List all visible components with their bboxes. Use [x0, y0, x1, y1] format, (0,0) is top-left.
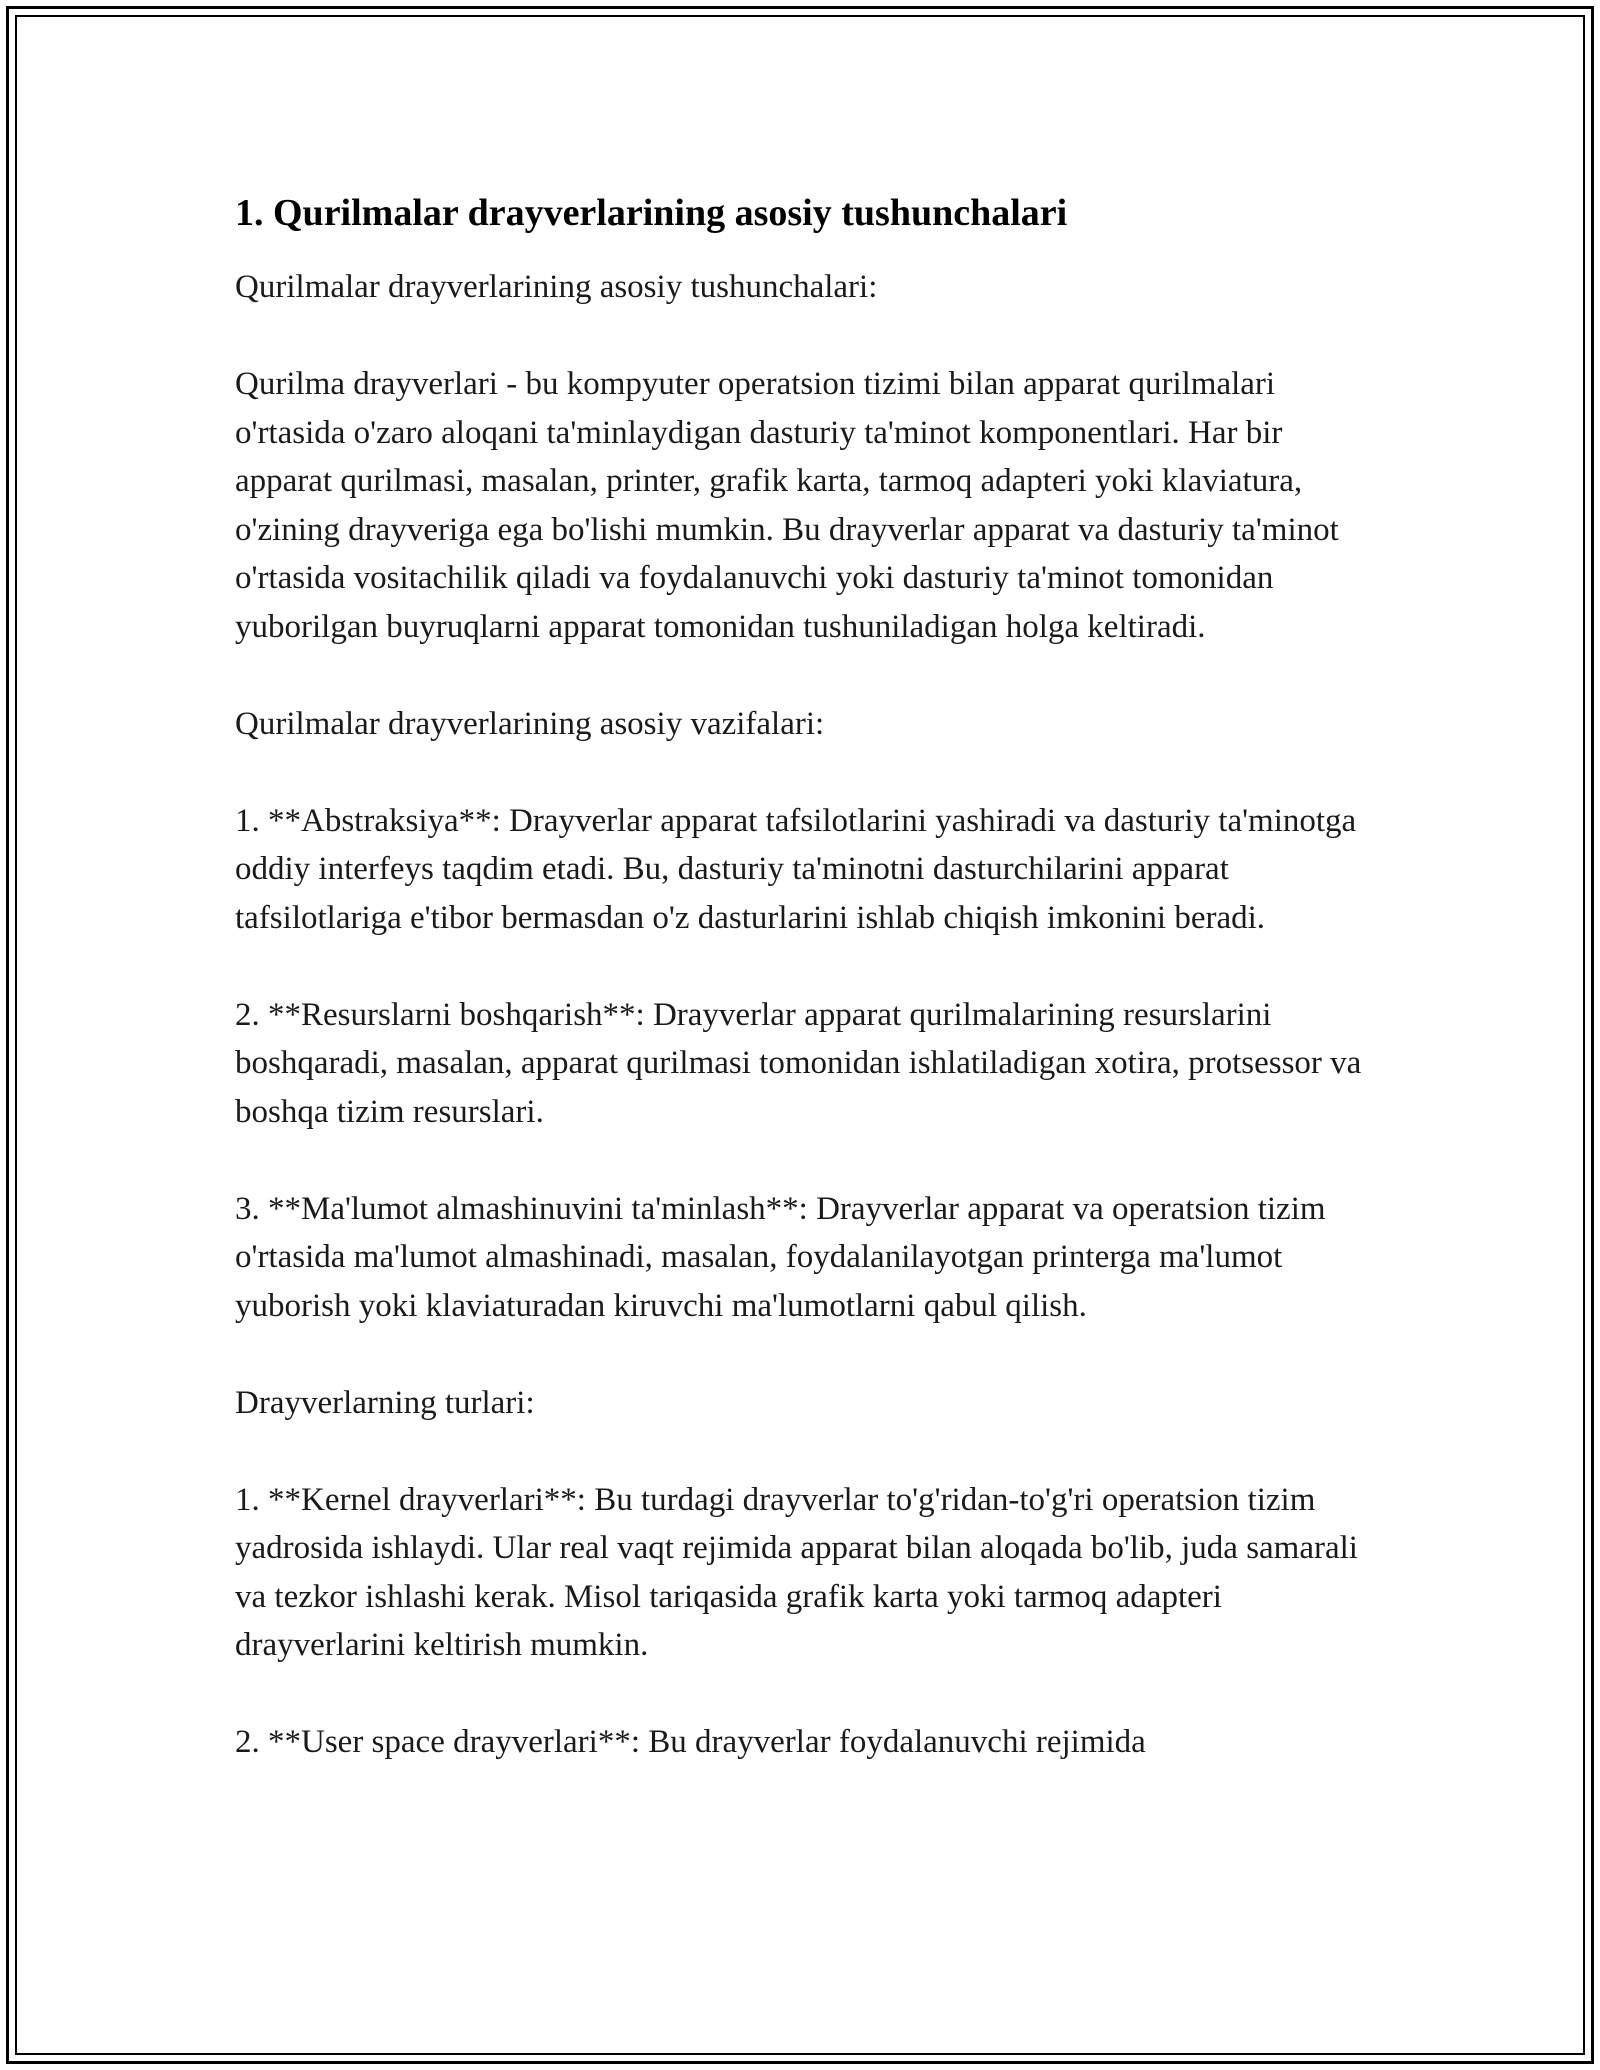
- function-item-data-exchange: 3. **Ma'lumot almashinuvini ta'minlash**: Drayverlar apparat va operatsion tizim o'rtasida ma'lumot almashinadi, masalan, foydalanilayotgan printerga ma'lumot yuborish yoki klaviaturadan kiruvchi ma'lumotlarni qabul qilish.: [235, 1190, 1326, 1324]
- function-item-abstraction: 1. **Abstraksiya**: Drayverlar apparat tafsilotlarini yashiradi va dasturiy ta'minotga oddiy interfeys taqdim etadi. Bu, dasturiy ta'minotni dasturchilarini apparat tafsilotlariga e'tibor bermasdan o'z dasturlarini ishlab chiqish imkonini beradi.: [235, 802, 1357, 936]
- functions-heading: Qurilmalar drayverlarining asosiy vazifalari:: [235, 705, 825, 742]
- definition-paragraph: Qurilma drayverlari - bu kompyuter operatsion tizimi bilan apparat qurilmalari o'rtasida o'zaro aloqani ta'minlaydigan dasturiy ta'minot komponentlari. Har bir apparat qurilmasi, masalan, printer, grafik karta, tarmoq adapteri yoki klaviatura, o'zining drayveriga ega bo'lishi mumkin. Bu drayverlar apparat va dasturiy ta'minot o'rtasida vositachilik qiladi va foydalanuvchi yoki dasturiy ta'minot tomonidan yuborilgan buyruqlarni apparat tomonidan tushuniladigan holga keltiradi.: [235, 366, 1339, 645]
- document-title: 1. Qurilmalar drayverlarining asosiy tushunchalari: [235, 192, 1068, 234]
- document-page: [235, 185, 1385, 1767]
- section-intro-heading: Qurilmalar drayverlarining asosiy tushunchalari:: [235, 269, 878, 305]
- driver-types-heading: Drayverlarning turlari:: [235, 1384, 535, 1421]
- driver-type-user-space: 2. **User space drayverlari**: Bu drayverlar foydalanuvchi rejimida: [235, 1724, 1146, 1760]
- driver-type-kernel: 1. **Kernel drayverlari**: Bu turdagi drayverlar to'g'ridan-to'g'ri operatsion tizim yadrosida ishlaydi. Ular real vaqt rejimida apparat bilan aloqada bo'lib, juda samarali va tezkor ishlashi kerak. Misol tariqasida grafik karta yoki tarmoq adapteri drayverlarini keltirish mumkin.: [235, 1481, 1358, 1663]
- function-item-resources: 2. **Resurslarni boshqarish**: Drayverlar apparat qurilmalarining resurslarini boshqaradi, masalan, apparat qurilmasi tomonidan ishlatiladigan xotira, protsessor va boshqa tizim resurslari.: [235, 996, 1362, 1130]
